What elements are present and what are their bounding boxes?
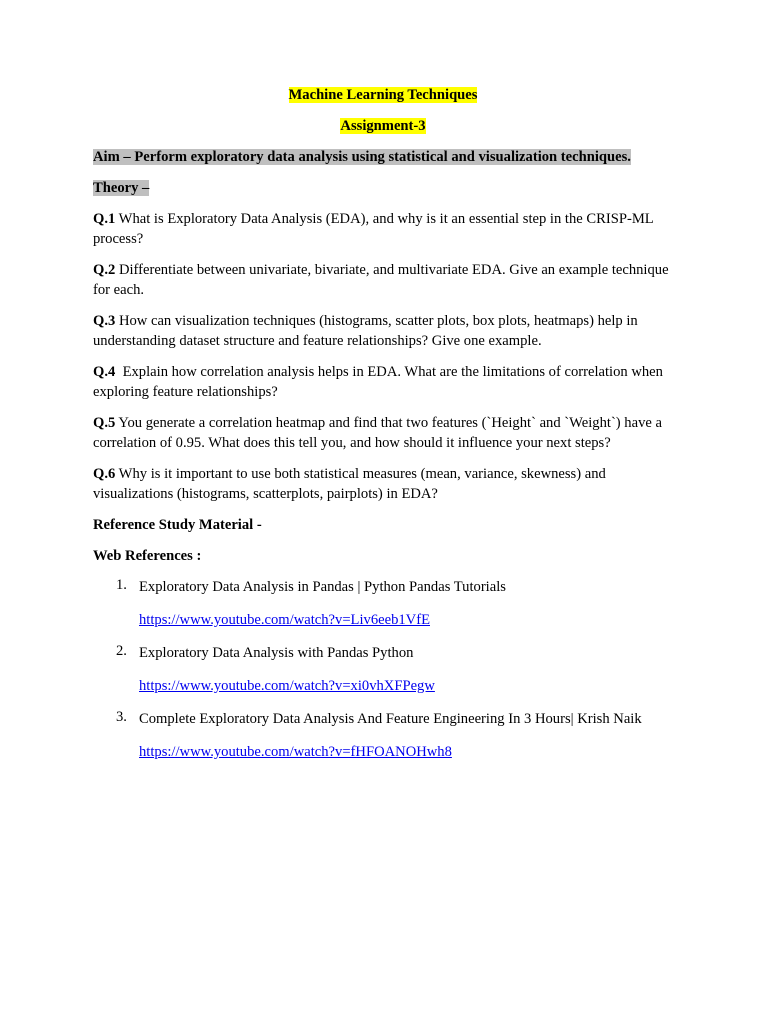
question-text: What is Exploratory Data Analysis (EDA), and why is it an essential step in the CRISP-ML process? bbox=[93, 211, 654, 247]
reference-number: 3. bbox=[116, 709, 127, 725]
assignment-number-text: Assignment-3 bbox=[340, 118, 426, 134]
reference-link-2[interactable]: https://www.youtube.com/watch?v=xi0vhXFPegw bbox=[139, 678, 435, 694]
question-label: Q.2 bbox=[93, 262, 116, 278]
question-label: Q.3 bbox=[93, 313, 116, 329]
reference-heading: Reference Study Material - bbox=[93, 517, 262, 533]
reference-link-1[interactable]: https://www.youtube.com/watch?v=Liv6eeb1VfE bbox=[139, 612, 430, 628]
question-label: Q.4 bbox=[93, 364, 116, 380]
reference-number: 1. bbox=[116, 577, 127, 593]
theory-heading-text: Theory – bbox=[93, 180, 150, 196]
reference-list bbox=[93, 577, 673, 762]
question-text: You generate a correlation heatmap and find that two features (`Height` and `Weight`) have a correlation of 0.95. What does this tell you, and how should it influence your next steps? bbox=[93, 415, 662, 451]
question-3 bbox=[93, 311, 673, 351]
question-label: Q.6 bbox=[93, 466, 116, 482]
reference-title: Complete Exploratory Data Analysis And Feature Engineering In 3 Hours| Krish Naik bbox=[139, 711, 642, 727]
question-text: Explain how correlation analysis helps in EDA. What are the limitations of correlation when exploring feature relationships? bbox=[93, 364, 667, 400]
web-references-heading: Web References : bbox=[93, 548, 202, 564]
question-text: How can visualization techniques (histograms, scatter plots, box plots, heatmaps) help in understanding dataset structure and feature relationships? Give one example. bbox=[93, 313, 638, 349]
document-page bbox=[93, 85, 673, 762]
question-text: Why is it important to use both statistical measures (mean, variance, skewness) and visualizations (histograms, scatterplots, pairplots) in EDA? bbox=[93, 466, 606, 502]
reference-item-3 bbox=[93, 709, 673, 762]
question-2 bbox=[93, 260, 673, 300]
aim-statement bbox=[93, 147, 673, 167]
reference-title: Exploratory Data Analysis with Pandas Python bbox=[139, 645, 414, 661]
aim-statement-text: Aim – Perform exploratory data analysis using statistical and visualization techniques. bbox=[93, 149, 631, 165]
document-title-text: Machine Learning Techniques bbox=[288, 87, 478, 103]
question-4 bbox=[93, 362, 673, 402]
reference-item-2 bbox=[93, 643, 673, 696]
theory-heading bbox=[93, 178, 673, 198]
assignment-number bbox=[93, 116, 673, 136]
reference-item-1 bbox=[93, 577, 673, 630]
question-text: Differentiate between univariate, bivariate, and multivariate EDA. Give an example technique for each. bbox=[93, 262, 669, 298]
document-title bbox=[93, 85, 673, 105]
question-5 bbox=[93, 413, 673, 453]
reference-title: Exploratory Data Analysis in Pandas | Python Pandas Tutorials bbox=[139, 579, 506, 595]
question-label: Q.5 bbox=[93, 415, 116, 431]
question-label: Q.1 bbox=[93, 211, 116, 227]
reference-number: 2. bbox=[116, 643, 127, 659]
reference-link-3[interactable]: https://www.youtube.com/watch?v=fHFOANOHwh8 bbox=[139, 744, 452, 760]
question-6 bbox=[93, 464, 673, 504]
question-1 bbox=[93, 209, 673, 249]
